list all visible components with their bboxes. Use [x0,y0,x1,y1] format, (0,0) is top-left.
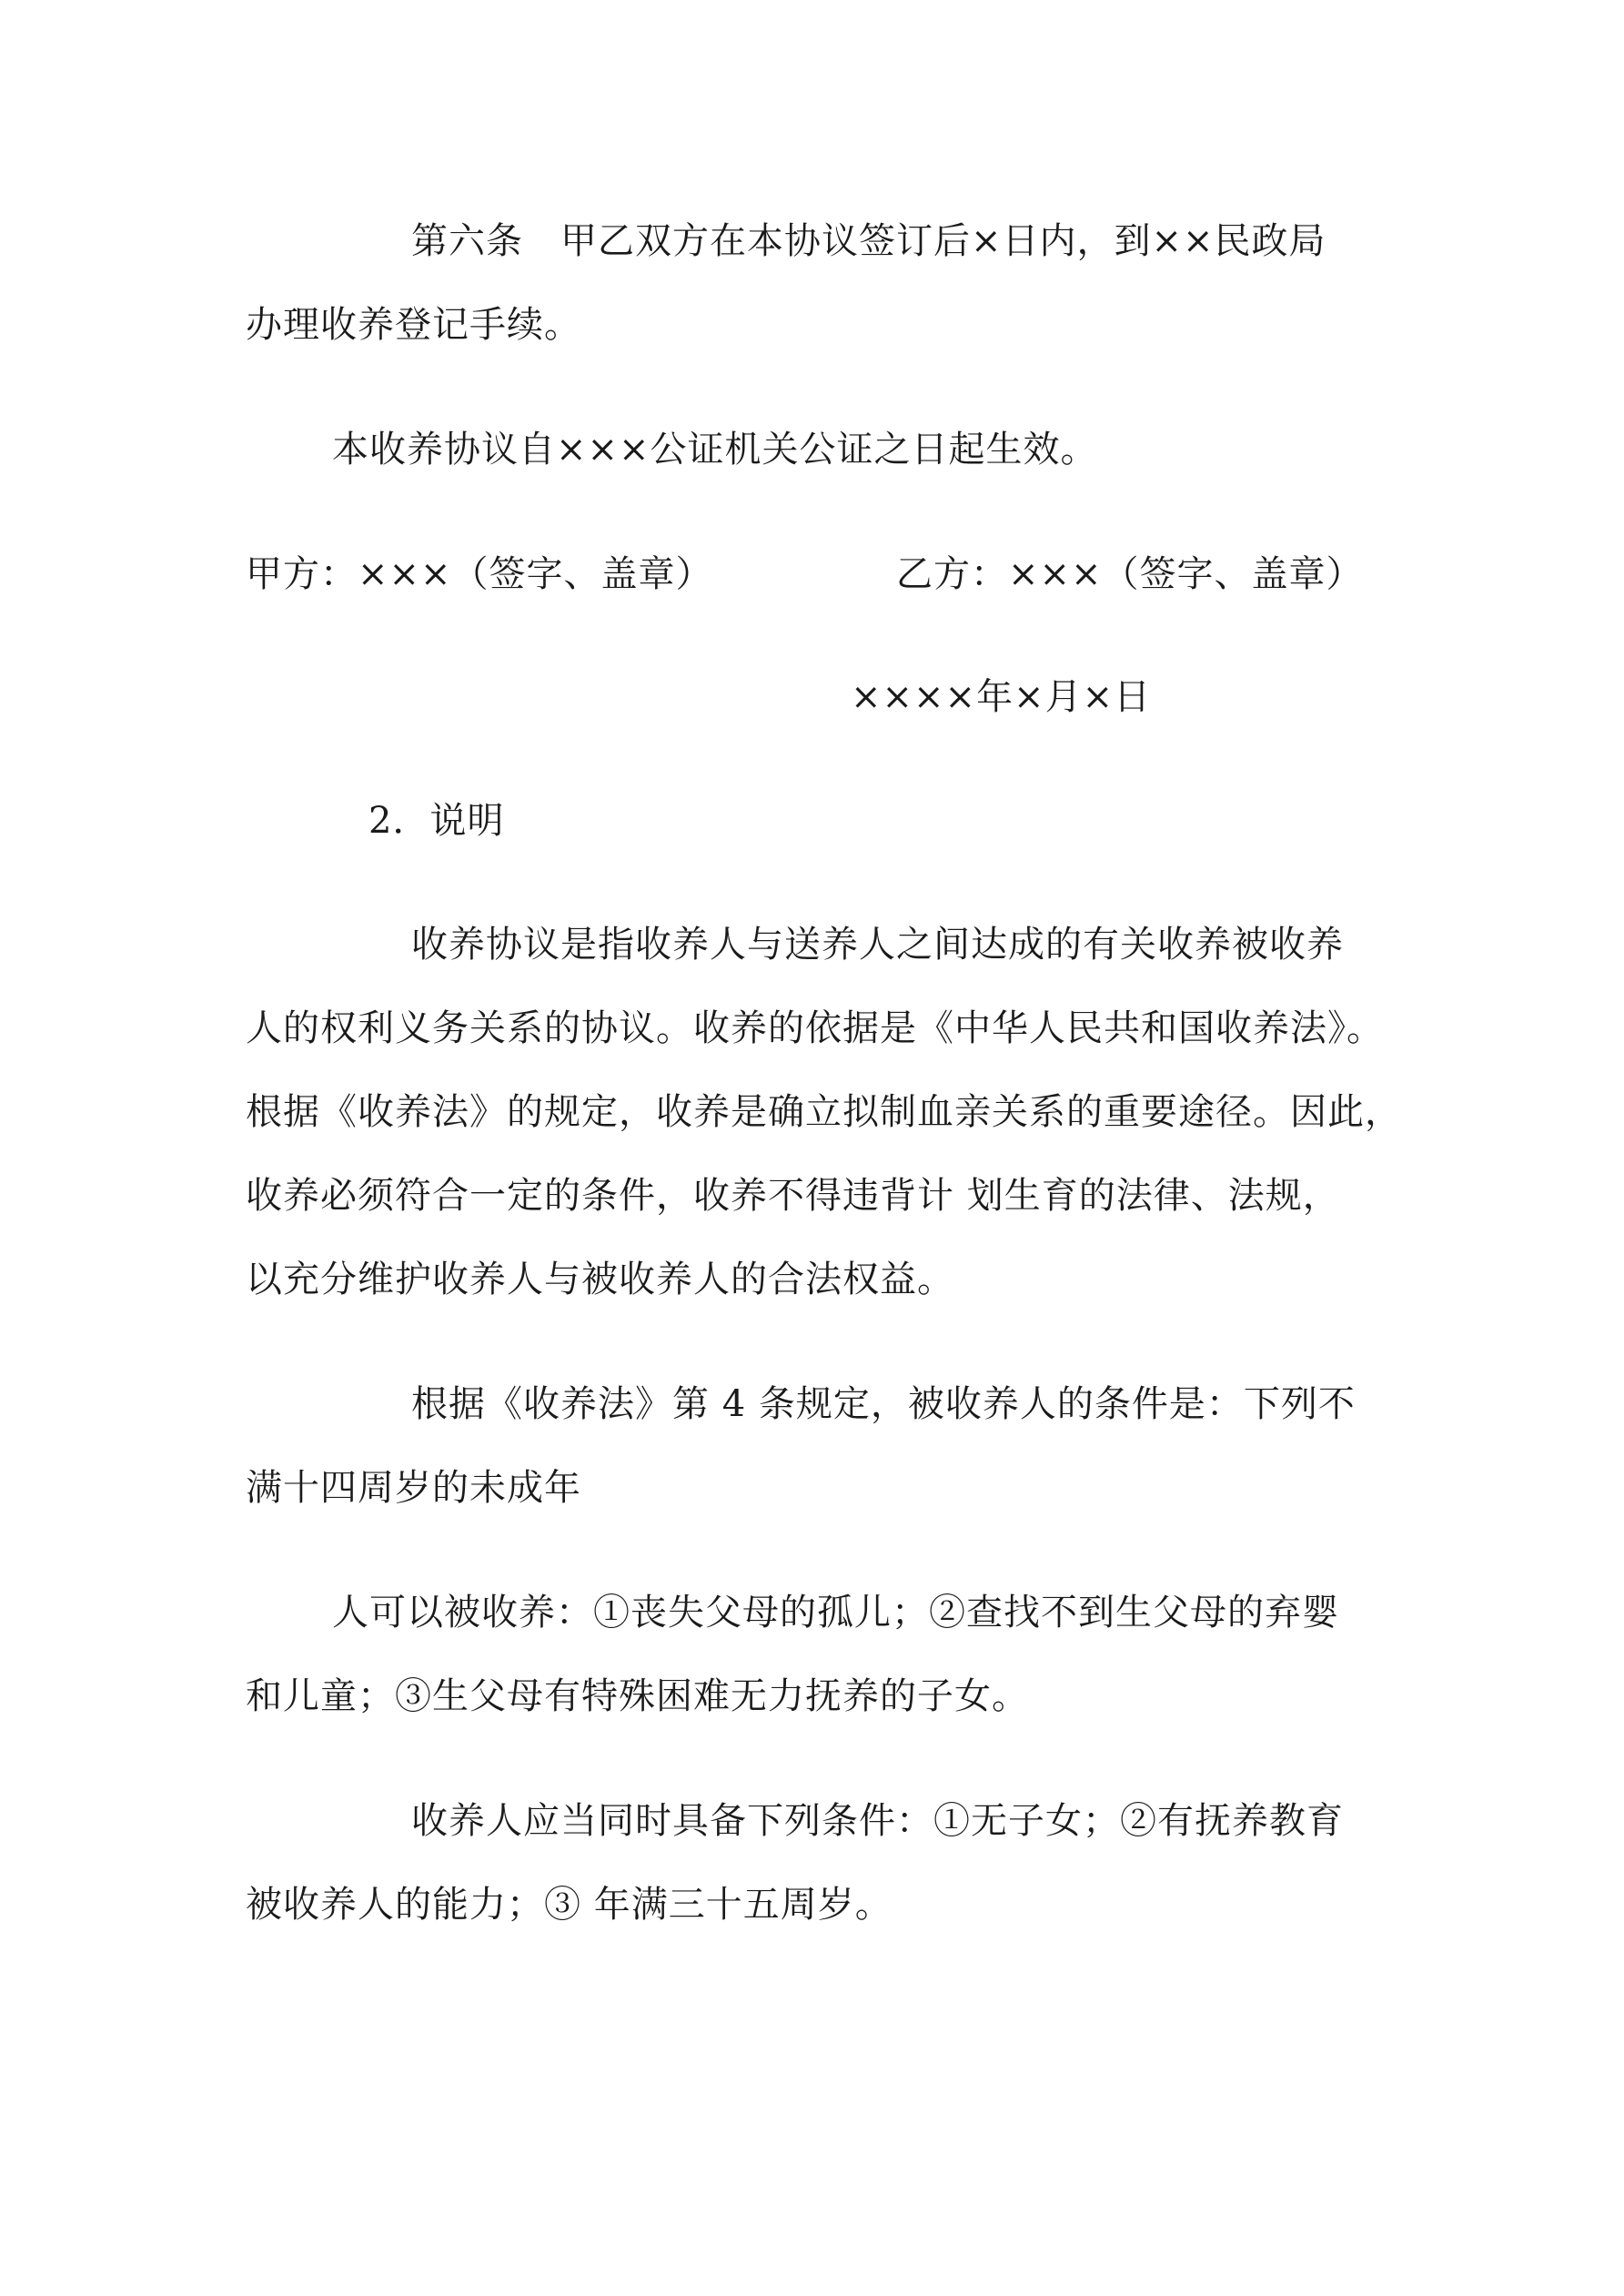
para3-line1: 人可以被收养：①丧失父母的孤儿；②查找不到生父母的弃婴 [332,1592,1339,1633]
para4-line1: 收养人应当同时具备下列条件：①无子女；②有抚养教育 [411,1800,1344,1842]
para1-line3: 根据《收养法》的规定，收养是确立拟制血亲关系的重要途径。因此， [246,1091,1402,1133]
para2-line1: 根据《收养法》第 4 条规定，被收养人的条件是：下列不 [411,1383,1356,1425]
party-b-signature: 乙方：×××（签字、盖章） [896,553,1364,595]
para1-line5: 以充分维护收养人与被收养人的合法权益。 [246,1259,954,1300]
para1-line1: 收养协议是指收养人与送养人之间达成的有关收养被收养 [411,924,1344,966]
party-a-signature: 甲方：×××（签字、盖章） [246,553,713,595]
para1-line4: 收养必须符合一定的条件，收养不得违背计 划生育的法律、法规， [246,1175,1340,1217]
para3-line2: 和儿童；③生父母有特殊困难无力抚养的子女。 [246,1675,1029,1717]
para4-line2: 被收养人的能力；③ 年满三十五周岁。 [246,1884,893,1926]
article6-line2: 办理收养登记手续。 [246,304,581,346]
article6-line1: 第六条 甲乙双方在本协议签订后×日内，到××民政局 [411,220,1326,262]
signing-date: ××××年×月×日 [851,676,1152,718]
para1-line2: 人的权利义务关系的协议。收养的依据是《中华人民共和国收养法》。 [246,1007,1384,1049]
section-heading: 2．说明 [368,800,505,842]
effect-clause: 本收养协议自×××公证机关公证之日起生效。 [332,429,1098,470]
para2-line2: 满十四周岁的未成年 [246,1467,581,1509]
